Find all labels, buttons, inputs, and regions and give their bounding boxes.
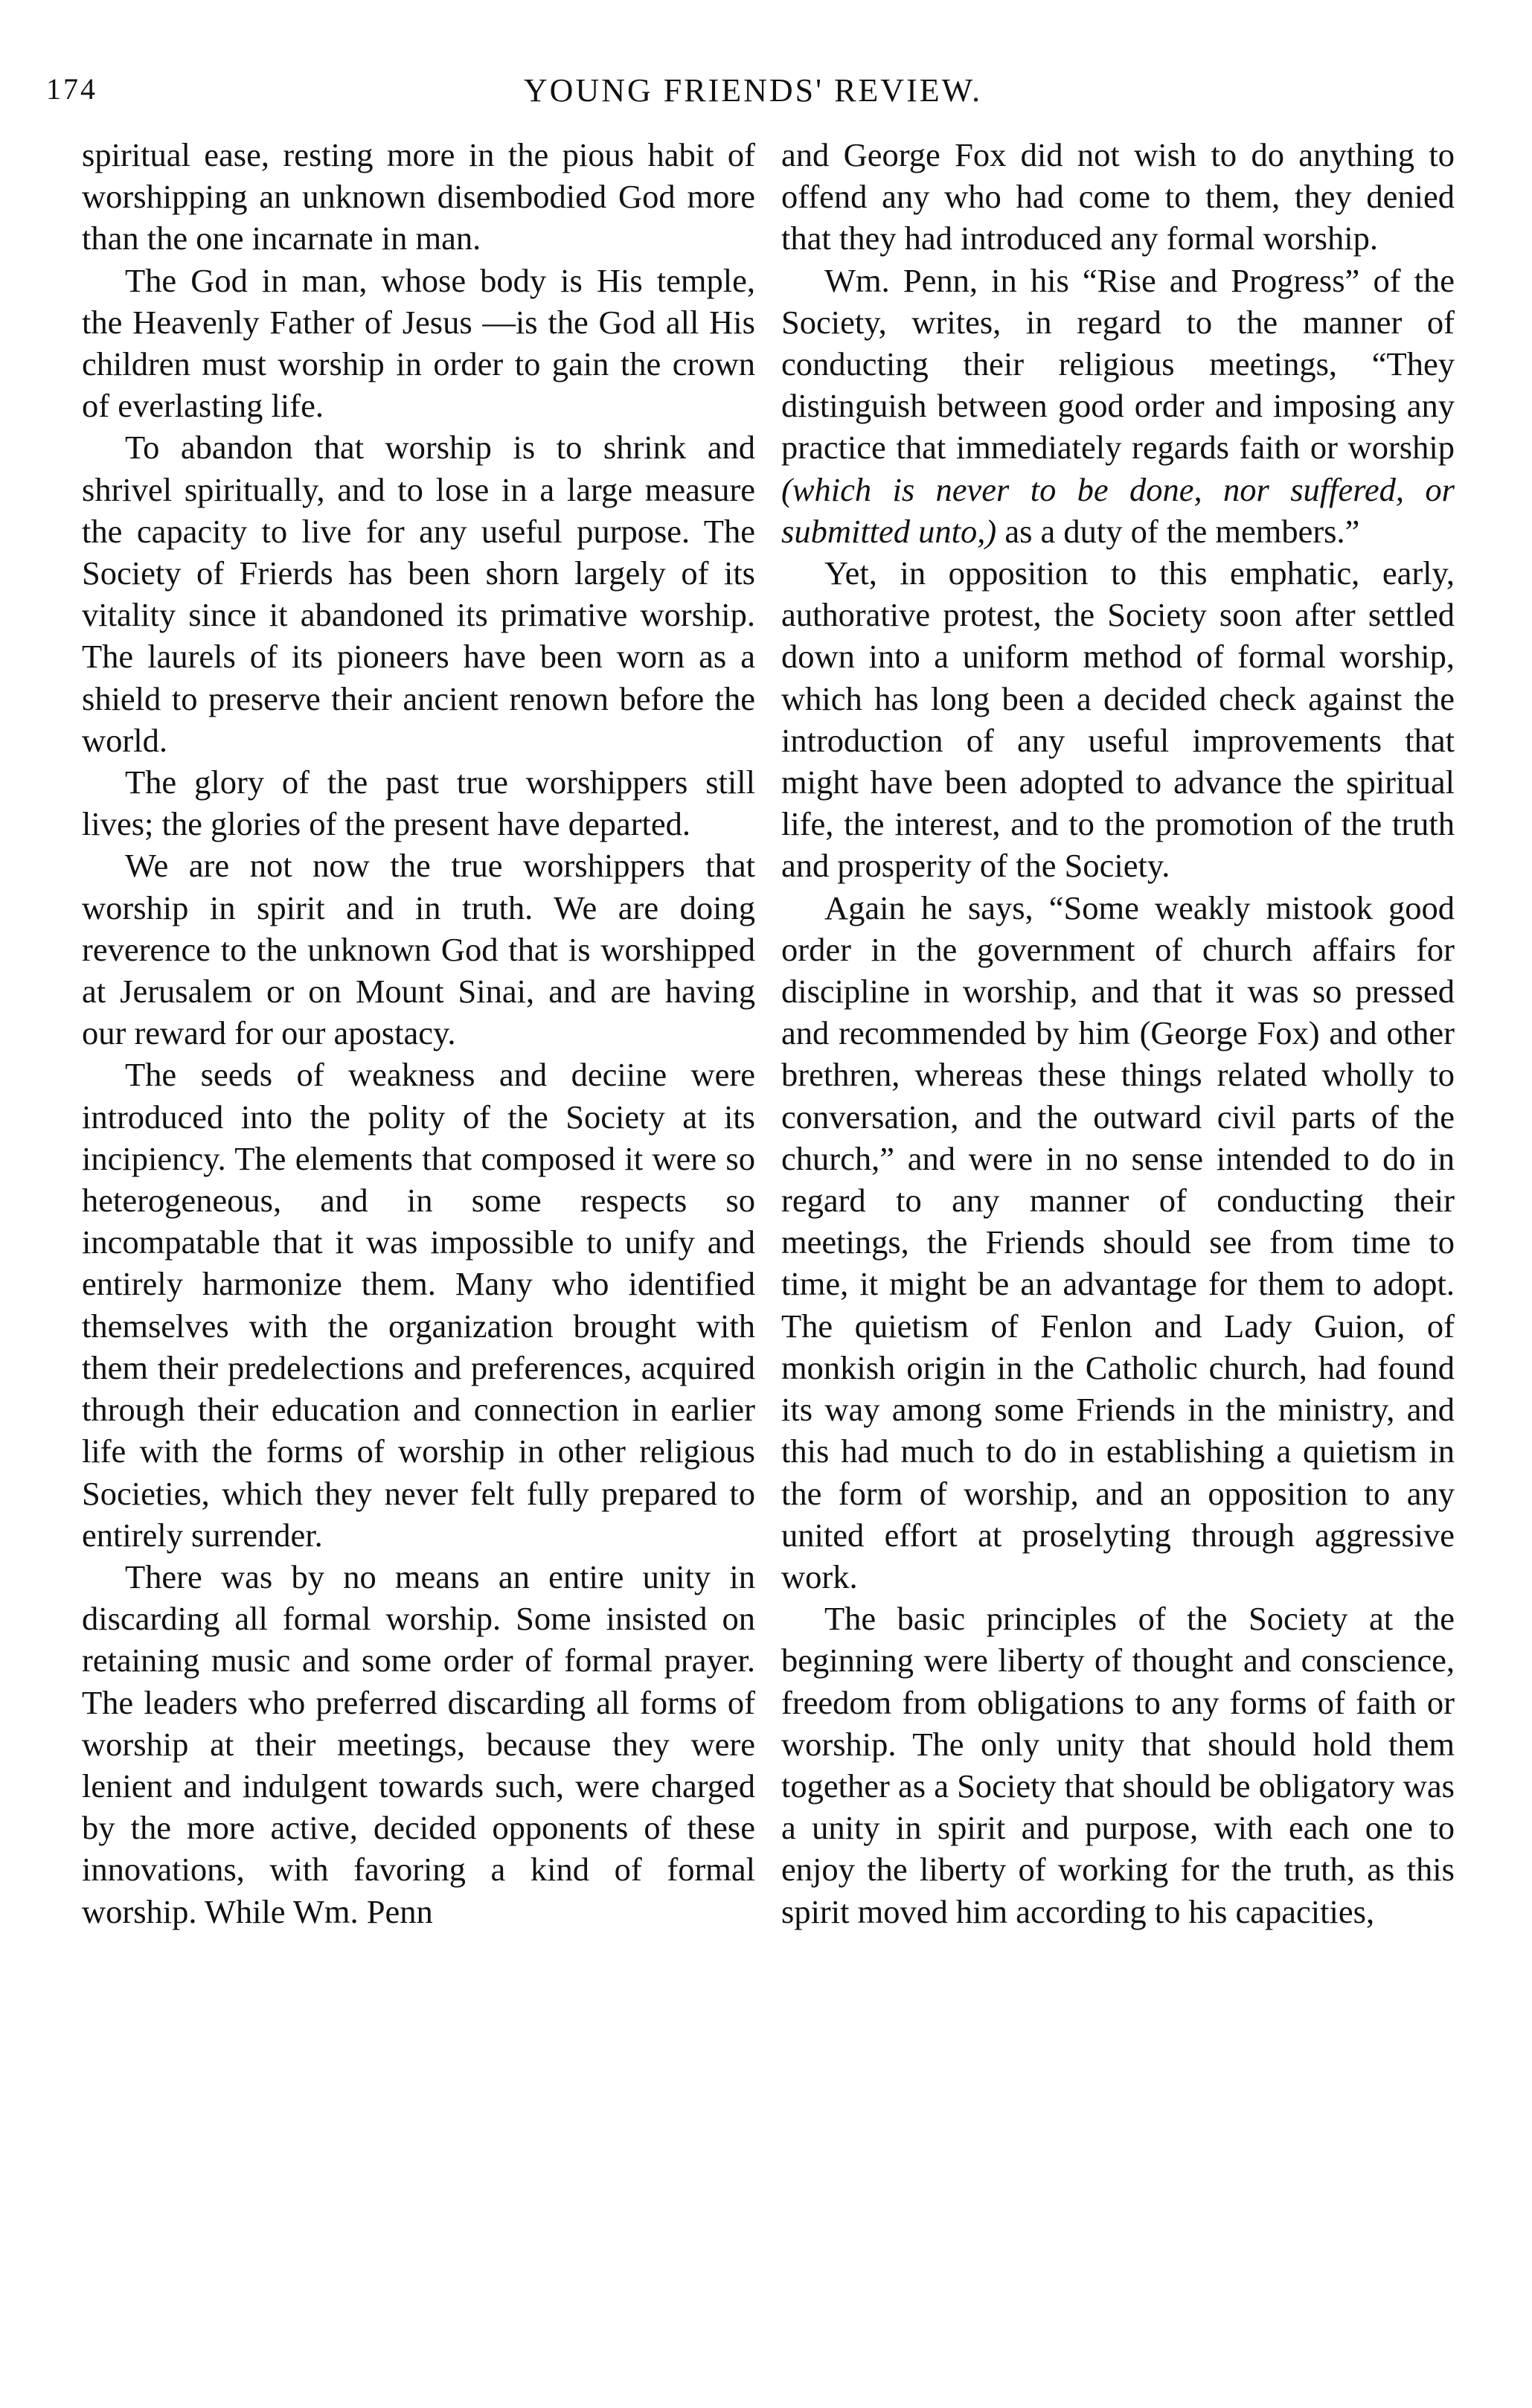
running-title: YOUNG FRIENDS' REVIEW. <box>523 72 983 109</box>
page-header <box>46 71 1460 124</box>
italic-quote: (which is never to be done, nor suffered, or submitted unto,) <box>781 470 1455 550</box>
paragraph: The glory of the past true worshippers still lives; the glories of the present have departed. <box>82 763 755 843</box>
paragraph: To abandon that worship is to shrink and shrivel spiritually, and to lose in a large measure the capacity to live for any useful purpose. The Society of Frierds has been shorn largely of its vitality since it abandoned its primative worship. The laurels of its pioneers have been worn as a shield to preserve their ancient renown before the world. <box>82 429 755 759</box>
left-column <box>82 134 755 1933</box>
paragraph: spiritual ease, resting more in the pious habit of worshipping an unknown disembodied God more than the one incarnate in man. <box>82 136 755 257</box>
paragraph: The basic principles of the Society at the beginning were liberty of thought and conscience, freedom from obligations to any forms of faith or worship. The only unity that should hold them together as a Society that should be obligatory was a unity in spirit and purpose, with each one to enjoy the liberty of working for the truth, as this spirit moved him according to his capacities, <box>781 1600 1455 1930</box>
page-number: 174 <box>46 72 97 106</box>
paragraph: and George Fox did not wish to do anything to offend any who had come to them, they denied that they had introduced any formal worship. <box>781 136 1455 257</box>
right-column <box>781 134 1455 1933</box>
paragraph: We are not now the true worshippers that worship in spirit and in truth. We are doing reverence to the unknown God that is worshipped at Jerusalem or on Mount Sinai, and are having our reward for our apostacy. <box>82 847 755 1052</box>
paragraph: Again he says, “Some weakly mistook good order in the government of church affairs for discipline in worship, and that it was so pressed and recommended by him (George Fox) and other brethren, whereas these things related wholly to conversation, and the outward civil parts of the church,” and were in no sense intended to do in regard to any manner of conducting their meetings, the Friends should see from time to time, it might be an advantage for them to adopt. The quietism of Fenlon and Lady Guion, of monkish origin in the Catholic church, had found its way among some Friends in the ministry, and this had much to do in establishing a quietism in the form of worship, and an opposition to any united effort at proselyting through aggressive work. <box>781 888 1455 1595</box>
paragraph: The God in man, whose body is His temple, the Heavenly Father of Jesus —is the God all His children must worship in order to gain the crown of everlasting life. <box>82 261 755 425</box>
paragraph: The seeds of weakness and deciine were introduced into the polity of the Society at its incipiency. The elements that composed it were so heterogeneous, and in some respects so incompatable that it was impossible to unify and entirely harmonize them. Many who identified themselves with the organization brought with them their predelections and preferences, acquired through their education and connection in earlier life with the forms of worship in other religious Societies, which they never felt fully prepared to entirely surrender. <box>82 1056 755 1554</box>
paragraph: There was by no means an entire unity in discarding all formal worship. Some insisted on retaining music and some order of formal prayer. The leaders who preferred discarding all forms of worship at their meetings, because they were lenient and indulgent towards such, were charged by the more active, decided opponents of these innovations, with favoring a kind of formal worship. While Wm. Penn <box>82 1557 755 1930</box>
paragraph-quote-penn <box>781 260 1455 552</box>
paragraph: Yet, in opposition to this emphatic, early, authorative protest, the Society soon after settled down into a uniform method of formal worship, which has long been a decided check against the introduction of any useful improvements that might have been adopted to advance the spiritual life, the interest, and to the promotion of the truth and prosperity of the Society. <box>781 554 1455 885</box>
paragraph-text: as a duty of the members.” <box>996 512 1360 550</box>
paragraph-text: Wm. Penn, in his “Rise and Progress” of the Society, writes, in regard to the manner of conducting their religious meetings, “They distinguish between good order and imposing any practice that immediately regards faith or worship <box>781 261 1455 467</box>
